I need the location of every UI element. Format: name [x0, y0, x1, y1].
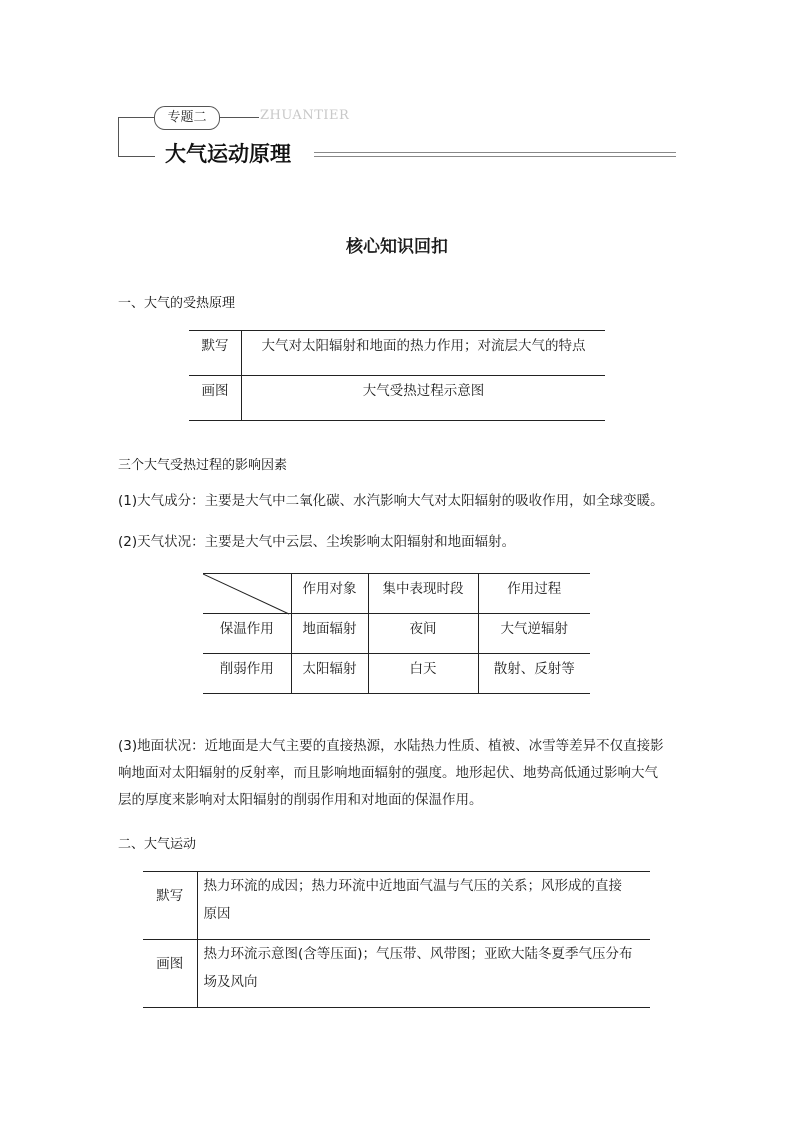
section-title: 核心知识回扣 [346, 237, 448, 257]
topic-badge: 专题二 [154, 106, 220, 130]
row-content [197, 940, 650, 1008]
row-label: 画图 [189, 376, 242, 421]
header-connector [219, 117, 259, 118]
part2-heading: 二、大气运动 [118, 837, 197, 852]
diagonal-header-cell [203, 574, 291, 614]
table-cell: 散射、反射等 [493, 661, 575, 677]
part1-table [189, 330, 605, 421]
table-cell: 太阳辐射 [291, 654, 368, 694]
table-cell: 夜间 [368, 614, 478, 654]
row-label: 默写 [189, 331, 242, 376]
chapter-title: 大气运动原理 [165, 142, 291, 166]
row-content-line: 场及风向 [203, 974, 258, 990]
effects-table [203, 573, 590, 694]
col-header: 作用过程 [478, 574, 590, 614]
part1-heading: 一、大气的受热原理 [118, 296, 236, 311]
table-row [189, 331, 605, 376]
table-cell: 白天 [368, 654, 478, 694]
factor-1: (1)大气成分：主要是大气中二氧化碳、水汽影响大气对太阳辐射的吸收作用，如全球变暖。 [118, 493, 664, 509]
row-content-line: 原因 [203, 906, 231, 922]
row-content-line: 热力环流示意图(含等压面)；气压带、风带图；亚欧大陆冬夏季气压分布 [203, 946, 633, 962]
factor-2: (2)天气状况：主要是大气中云层、尘埃影响太阳辐射和地面辐射。 [118, 534, 516, 550]
table-cell: 大气逆辐射 [478, 614, 590, 654]
row-content: 大气受热过程示意图 [362, 383, 485, 399]
table-row [143, 872, 650, 940]
row-label: 画图 [143, 940, 197, 1008]
col-header: 作用对象 [291, 574, 368, 614]
header-bracket [118, 117, 155, 157]
diagonal-line [203, 574, 291, 616]
table-row [189, 376, 605, 421]
topic-pinyin: ZHUANTIER [260, 108, 350, 123]
title-rule [314, 152, 676, 157]
table-cell: 地面辐射 [291, 614, 368, 654]
row-content-line: 热力环流的成因；热力环流中近地面气温与气压的关系；风形成的直接 [203, 878, 622, 894]
row-name: 削弱作用 [203, 654, 291, 694]
col-header: 集中表现时段 [368, 574, 478, 614]
factor-3-line: 层的厚度来影响对太阳辐射的削弱作用和对地面的保温作用。 [118, 792, 483, 808]
table-row [203, 614, 590, 654]
table-row [143, 940, 650, 1008]
factor-3-line: 响地面对太阳辐射的反射率，而且影响地面辐射的强度。地形起伏、地势高低通过影响大气 [118, 765, 658, 781]
row-content [197, 872, 650, 940]
row-label: 默写 [143, 872, 197, 940]
factor-3-line: (3)地面状况：近地面是大气主要的直接热源，水陆热力性质、植被、冰雪等差异不仅直接影 [118, 738, 664, 754]
factor-3 [118, 733, 678, 814]
row-content: 大气对太阳辐射和地面的热力作用；对流层大气的特点 [242, 331, 606, 376]
part2-table [143, 871, 650, 1008]
table-header-row [203, 574, 590, 614]
factors-heading: 三个大气受热过程的影响因素 [118, 458, 288, 473]
table-row [203, 654, 590, 694]
row-name: 保温作用 [203, 614, 291, 654]
